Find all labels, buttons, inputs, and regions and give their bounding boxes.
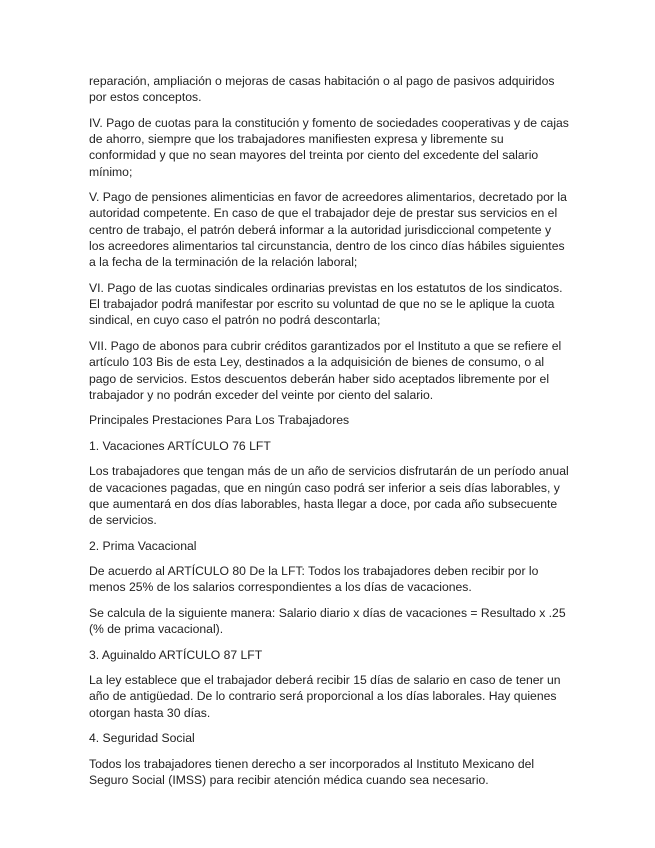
heading-seguridad-social: 4. Seguridad Social: [89, 731, 195, 746]
heading-prima-vacacional: 2. Prima Vacacional: [89, 538, 197, 553]
paragraph-vacaciones: Los trabajadores que tengan más de un año de servicios disfrutarán de un período anual de vacaciones pagadas, que en ningún caso podrá ser inferior a seis días laborables, y que aumentará en dos días laborables, hasta llegar a doce, por cada año subsecuente de servicios.: [89, 464, 569, 528]
paragraph-seguridad-social: Todos los trabajadores tienen derecho a ser incorporados al Instituto Mexicano del Seguro Social (IMSS) para recibir atención médica cuando sea necesario.: [89, 756, 535, 788]
paragraph-fraction-iv: IV. Pago de cuotas para la constitución y fomento de sociedades cooperativas y de cajas de ahorro, siempre que los trabajadores manifiesten expresa y libremente su conformidad y que no sean mayores del treinta por ciento del excedente del salario mínimo;: [89, 115, 569, 179]
paragraph-fraction-vi: VI. Pago de las cuotas sindicales ordinarias previstas en los estatutos de los sindicatos. El trabajador podrá manifestar por escrito su voluntad de que no se le aplique la cuota sindical, en cuyo caso el patrón no podrá descontarla;: [89, 280, 563, 328]
paragraph-prima-calculo: Se calcula de la siguiente manera: Salario diario x días de vacaciones = Resultado x .25 (% de prima vacacional).: [89, 605, 566, 637]
paragraph-continuation: reparación, ampliación o mejoras de casas habitación o al pago de pasivos adquiridos por estos conceptos.: [89, 74, 555, 105]
paragraph-aguinaldo: La ley establece que el trabajador deberá recibir 15 días de salario en caso de tener un año de antigüedad. De lo contrario será proporcional a los días laborales. Hay quienes otorgan hasta 30 días.: [89, 673, 561, 720]
paragraph-fraction-v: V. Pago de pensiones alimenticias en favor de acreedores alimentarios, decretado por la autoridad competente. En caso de que el trabajador deje de prestar sus servicios en el centro de trabajo, el patrón deberá informar a la autoridad jurisdiccional competente y los acreedores alimentarios tal circunstancia, dentro de los cinco días hábiles siguientes a la fecha de la terminación de la relación laboral;: [89, 190, 567, 270]
paragraph-fraction-vii: VII. Pago de abonos para cubrir créditos garantizados por el Instituto a que se refiere el artículo 103 Bis de esta Ley, destinados a la adquisición de bienes de consumo, o al pago de servicios. Estos descuentos deberán haber sido aceptados libremente por el trabajador y no podrán exceder del veinte por ciento del salario.: [89, 338, 562, 402]
heading-vacaciones: 1. Vacaciones ARTÍCULO 76 LFT: [89, 438, 271, 453]
section-heading-prestaciones: Principales Prestaciones Para Los Trabajadores: [89, 413, 350, 428]
document-page: [89, 73, 569, 798]
heading-aguinaldo: 3. Aguinaldo ARTÍCULO 87 LFT: [89, 647, 263, 662]
paragraph-prima-vacacional: De acuerdo al ARTÍCULO 80 De la LFT: Todos los trabajadores deben recibir por lo menos 25% de los salarios correspondientes a los días de vacaciones.: [89, 564, 539, 595]
